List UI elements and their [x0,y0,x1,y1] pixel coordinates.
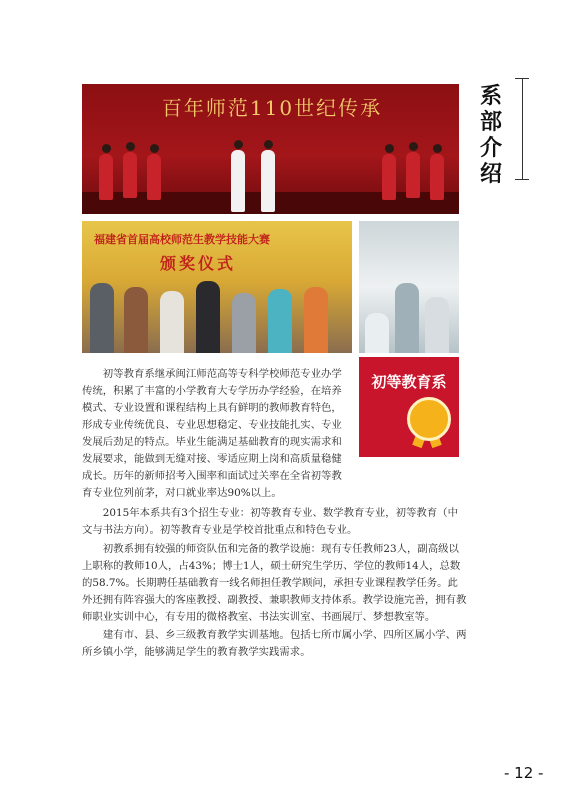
performer-head [234,140,243,149]
student [365,313,389,353]
student [425,297,449,353]
award-person [304,287,328,353]
paragraph-intro: 初等教育系继承闽江师范高等专科学校师范专业办学传统，积累了丰富的小学教育大专学历办学经验，在培养模式、专业设置和课程结构上具有鲜明的教师教育特色，形成专业传统优良、专业思想稳定、专业技能扎实、专业发展后劲足的特点。毕业生能满足基础教育的现实需求和发展要求，能做到无缝对接、零适应期上岗和高质量稳健成长。历年的新师招考入围率和面试过关率在全省初等教育专业位列前茅，对口就业率达90%以上。 [82,368,342,499]
department-card-title: 初等教育系 [371,373,447,391]
award-banner-line-2: 颁奖仪式 [160,254,237,273]
performer [261,150,275,212]
classroom-photo [359,221,459,353]
award-banner-line-1: 福建省首届高校师范生教学技能大赛 [94,233,270,246]
performer [123,152,137,198]
performer [231,150,245,212]
stage-performance-photo [82,84,459,214]
performer-head [264,140,273,149]
performer-head [385,144,394,153]
performer [430,154,444,200]
paragraph-faculty: 初教系拥有较强的师资队伍和完备的教学设施：现有专任教师23人，副高级以上职称的教师10人，占43%；博士1人，硕士研究生学历、学位的教师14人，总数的58.7%。长期聘任基础教育一线名师担任教学顾问，承担专业课程教学任务。此外还拥有阵容强大的客座教授、副教授、兼职教师支持体系。教学设施完善，拥有教师职业实训中心，有专用的微格教室、书法实训室、书画展厅、梦想教室等。 [82,543,467,623]
section-title: 系部介绍 [479,84,502,187]
page-number: - 12 - [504,764,544,782]
performer [99,154,113,200]
sidebar-tick-top [515,78,529,79]
stage-banner-text: 百年师范110世纪传承 [161,96,383,120]
performer [406,152,420,198]
performer [147,154,161,200]
performer-head [409,142,418,151]
award-medal-icon [407,397,451,441]
student [395,283,419,353]
performer-head [433,144,442,153]
performer [382,154,396,200]
sidebar-rule [522,78,523,180]
award-person [124,287,148,353]
paragraph-bases: 建有市、县、乡三级教育教学实训基地。包括七所市属小学、四所区属小学、两所乡镇小学，能够满足学生的教育教学实践需求。 [82,629,467,658]
performer-head [126,142,135,151]
award-person [268,289,292,353]
award-person [90,283,114,353]
award-person [196,281,220,353]
department-card [359,357,459,457]
award-ceremony-photo [82,221,352,353]
performer-head [102,144,111,153]
award-person [160,291,184,353]
award-person [232,293,256,353]
paragraph-majors: 2015年本系共有3个招生专业：初等教育专业、数学教育专业，初等教育（中文与书法方向）。初等教育专业是学校首批重点和特色专业。 [82,507,458,536]
performer-head [150,144,159,153]
sidebar-tick-bottom [515,179,529,180]
